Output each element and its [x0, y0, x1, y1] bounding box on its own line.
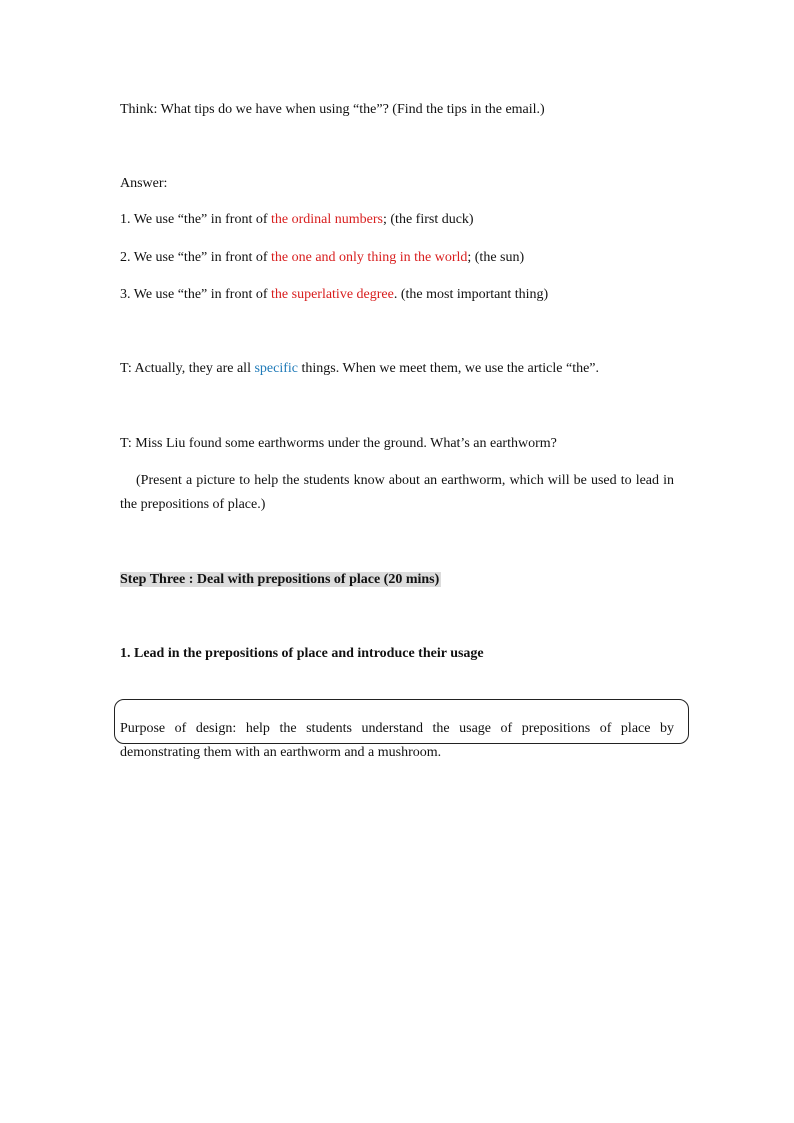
answer-item-1-suffix: ; (the first duck) — [383, 212, 474, 227]
answer-item-2-suffix: ; (the sun) — [467, 250, 525, 265]
step-three-heading — [120, 571, 441, 589]
teacher-specific-line — [120, 360, 599, 378]
answer-item-1-prefix: 1. We use “the” in front of — [120, 212, 272, 227]
answer-item-3-suffix: . (the most important thing) — [393, 287, 549, 302]
teacher-specific-prefix: T: Actually, they are all — [120, 361, 255, 376]
purpose-text: Purpose of design: help the students understand the usage of prepositions of place by demonstrating them with an earthworm and a mushroom. — [120, 721, 674, 760]
answer-item-3-highlight: the superlative degree — [271, 287, 394, 302]
present-note: (Present a picture to help the students know about an earthworm, which will be used to lead in the prepositions of place.) — [120, 473, 674, 512]
answer-item-2 — [120, 249, 524, 267]
lead-in-heading: 1. Lead in the prepositions of place and introduce their usage — [120, 646, 484, 661]
think-question: Think: What tips do we have when using “the”? (Find the tips in the email.) — [120, 102, 545, 117]
teacher-earthworm-line: T: Miss Liu found some earthworms under the ground. What’s an earthworm? — [120, 436, 557, 451]
answer-label: Answer: — [120, 176, 168, 191]
step-three-heading-text: Step Three : Deal with prepositions of place (20 mins) — [120, 572, 440, 587]
answer-item-3-prefix: 3. We use “the” in front of — [120, 287, 272, 302]
teacher-specific-suffix: things. When we meet them, we use the article “the”. — [298, 361, 600, 376]
answer-item-1-highlight: the ordinal numbers — [271, 212, 383, 227]
answer-item-3 — [120, 286, 548, 304]
answer-item-2-highlight: the one and only thing in the world — [271, 250, 468, 265]
answer-item-2-prefix: 2. We use “the” in front of — [120, 250, 272, 265]
teacher-specific-highlight: specific — [254, 361, 298, 376]
answer-item-1 — [120, 211, 474, 229]
